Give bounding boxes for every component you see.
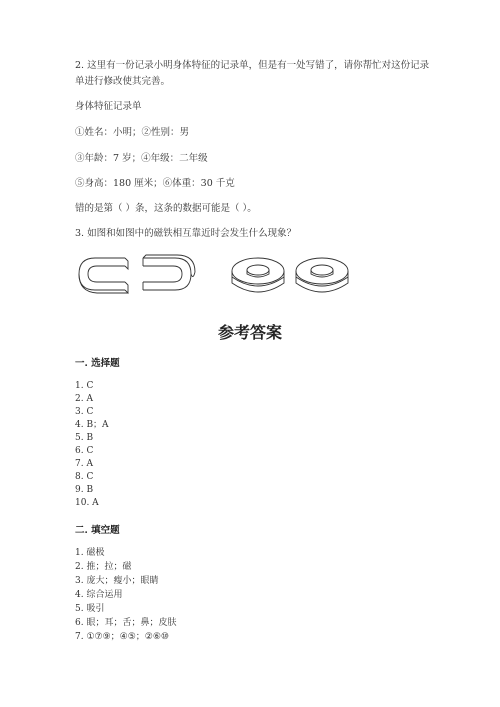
- answer-item: 4. B；A: [75, 420, 109, 430]
- answer-item: 9. B: [75, 485, 94, 495]
- question-2-text: 2. 这里有一份记录小明身体特征的记录单，但是有一处写错了，请你帮忙对这份记录单进行修改使其完善。: [75, 60, 430, 87]
- answer-item: 6. C: [75, 446, 94, 456]
- answer-item: 10. A: [75, 498, 99, 508]
- ring-magnets-illustration: [228, 255, 354, 299]
- answer-item: 2. 推；拉；磁: [75, 562, 132, 572]
- answer-item: 5. B: [75, 433, 94, 443]
- section-2-title: 二. 填空题: [75, 525, 120, 536]
- answer-blank-line: 错的是第（ ）条，这条的数据可能是（ ）。: [75, 203, 257, 214]
- answer-item: 3. 庞大；瘦小；眼睛: [75, 576, 159, 586]
- answer-item: 7. ①⑦⑨；④⑤；②⑥⑩: [75, 632, 169, 642]
- record-line-3: ⑤身高：180 厘米；⑥体重：30 千克: [75, 178, 235, 189]
- answer-item: 5. 吸引: [75, 604, 105, 614]
- section-1-title: 一. 选择题: [75, 358, 120, 369]
- question-3-text: 3. 如图和如图中的磁铁相互靠近时会发生什么现象？: [75, 228, 297, 239]
- section-1-answer-list: [75, 380, 109, 510]
- answer-item: 6. 眼；耳；舌；鼻；皮肤: [75, 618, 177, 628]
- answer-item: 7. A: [75, 459, 93, 469]
- section-2-answer-list: [75, 546, 176, 644]
- record-line-2: ③年龄：7 岁；④年级：二年级: [75, 153, 208, 164]
- record-title: 身体特征记录单: [75, 101, 142, 112]
- answer-key-title: 参考答案: [217, 323, 282, 342]
- record-line-1: ①姓名：小明；②性别：男: [75, 127, 190, 138]
- answer-item: 1. 磁极: [75, 548, 105, 558]
- answer-item: 8. C: [75, 472, 94, 482]
- u-magnets-illustration: [75, 250, 200, 298]
- answer-item: 2. A: [75, 394, 93, 404]
- answer-item: 3. C: [75, 407, 94, 417]
- answer-item: 1. C: [75, 381, 94, 391]
- answer-item: 4. 综合运用: [75, 590, 123, 600]
